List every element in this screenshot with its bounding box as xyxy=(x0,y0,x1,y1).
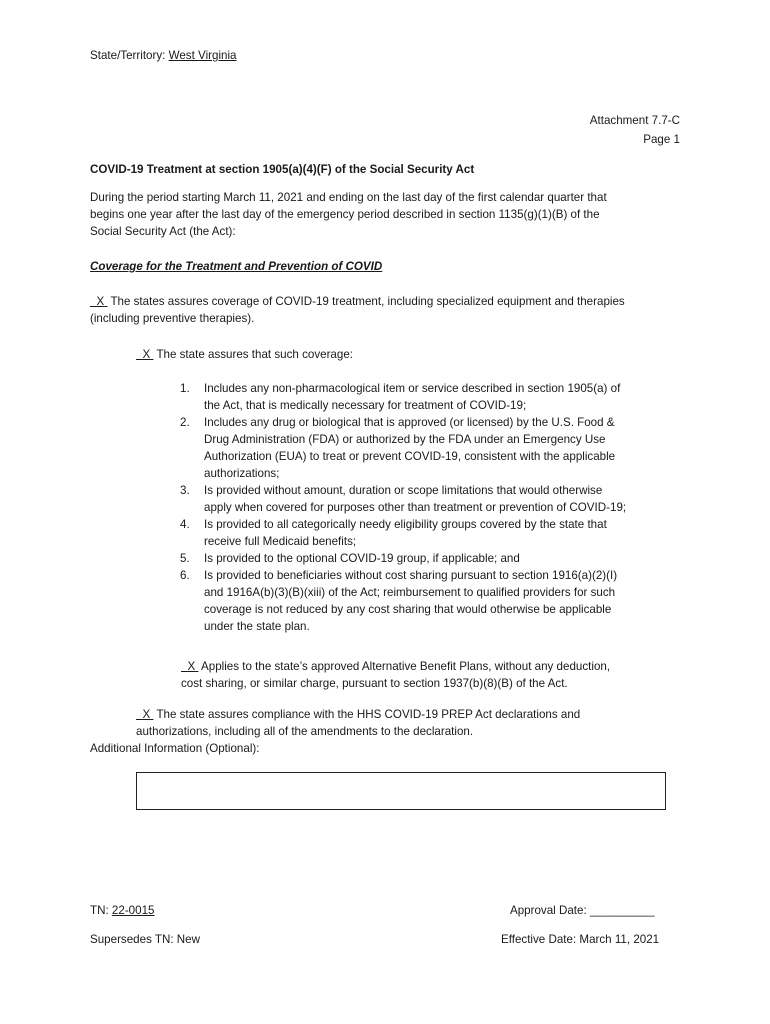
tn-label: TN: xyxy=(90,904,109,917)
abp-assurance: X Applies to the state’s approved Alternative Benefit Plans, without any deduction, cost sharing, or similar charge, pursuant to section 1937(b)(8)(B) of the Act. xyxy=(181,660,611,690)
tn-line xyxy=(90,902,154,919)
list-item: 2. Includes any drug or biological that is approved (or licensed) by the U.S. Food & Drug Administration (FDA) or authorized by the FDA under an Emergency Use Authorization (EUA) to treat or prevent COVID-19, consistent with the applicable authorizations; xyxy=(180,416,616,480)
intro-line: begins one year after the last day of the emergency period described in section 1135(g)(1)(B) of the xyxy=(90,208,600,221)
coverage-terms-assurance xyxy=(136,346,353,363)
list-item: 1. Includes any non-pharmacological item or service described in section 1905(a) of the Act, that is medically necessary for treatment of COVID-19; xyxy=(180,382,621,412)
checkmark-x: X xyxy=(142,708,151,721)
checkmark-x: X xyxy=(187,660,196,673)
checkmark-x: X xyxy=(96,295,105,308)
checkmark-x: X xyxy=(142,348,151,361)
approval-date: Approval Date: __________ xyxy=(510,904,655,917)
state-value: West Virginia xyxy=(168,49,237,62)
intro-line: Social Security Act (the Act): xyxy=(90,225,236,238)
effective-date: Effective Date: March 11, 2021 xyxy=(501,933,660,946)
assurance-text: The states assures coverage of COVID-19 treatment, including specialized equipment and therapies xyxy=(110,295,625,308)
list-item: 4. Is provided to all categorically needy eligibility groups covered by the state that receive full Medicaid benefits; xyxy=(180,518,607,548)
list-item: 3. Is provided without amount, duration or scope limitations that would otherwise apply when covered for purposes other than treatment or prevention of COVID-19; xyxy=(180,484,627,514)
coverage-assurance xyxy=(90,293,690,327)
page-number: Page 1 xyxy=(643,133,680,146)
state-territory-line xyxy=(90,47,237,64)
section-heading: Coverage for the Treatment and Prevention of COVID xyxy=(90,260,383,273)
additional-info-field[interactable] xyxy=(136,772,666,810)
additional-info-label: Additional Information (Optional): xyxy=(90,742,260,755)
supersedes-tn: Supersedes TN: New xyxy=(90,933,200,946)
state-label: State/Territory: xyxy=(90,49,166,62)
prep-act-assurance: X The state assures compliance with the HHS COVID-19 PREP Act declarations and authorizations, including all of the amendments to the declaration. xyxy=(136,708,581,738)
intro-line: During the period starting March 11, 2021 and ending on the last day of the first calendar quarter that xyxy=(90,191,607,204)
document-title: COVID-19 Treatment at section 1905(a)(4)(F) of the Social Security Act xyxy=(90,163,475,176)
intro-paragraph xyxy=(90,189,690,240)
list-item: 5. Is provided to the optional COVID-19 group, if applicable; and xyxy=(180,552,520,565)
list-item: 6. Is provided to beneficiaries without cost sharing pursuant to section 1916(a)(2)(I) and 1916A(b)(3)(B)(xiii) of the Act; reimbursement to qualified providers for such coverage is not reduced by any cost sharing that would otherwise be applicable under the state plan. xyxy=(180,569,618,633)
assurance-text: (including preventive therapies). xyxy=(90,312,255,325)
coverage-conditions-list xyxy=(180,380,680,635)
assurance-text: The state assures that such coverage: xyxy=(156,348,353,361)
tn-value: 22-0015 xyxy=(111,904,155,917)
attachment-label: Attachment 7.7-C xyxy=(589,114,680,127)
